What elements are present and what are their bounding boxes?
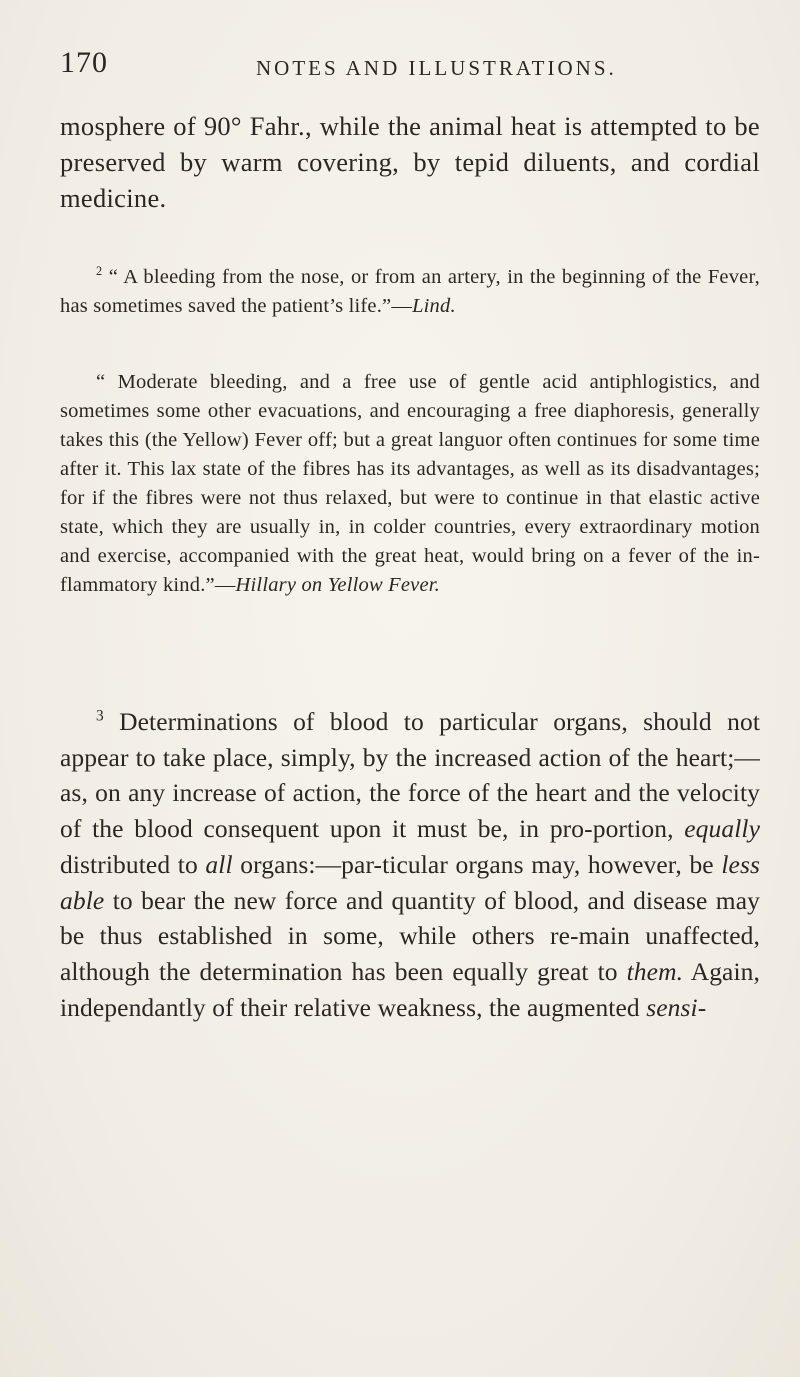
note3-text-3: organs:—par-ticular organs may, however, be <box>232 849 722 879</box>
note3-text-4: to bear the new force and quantity of blood, and disease may be thus established in some, while others re-main unaffected, although the determination has been equally great to <box>60 885 760 986</box>
footnote-marker-2: 2 <box>96 264 103 279</box>
lind-quote: “ A bleeding from the nose, or from an artery, in the beginning of the Fever, has sometimes saved the patient’s life.”— <box>60 266 760 317</box>
note3-text-5: Again, independantly of their relative weakness, the augmented <box>60 956 760 1022</box>
footnote-2-hillary <box>60 368 760 600</box>
running-head: NOTES AND ILLUSTRATIONS. <box>256 56 617 80</box>
hillary-quote: “ Moderate bleeding, and a free use of gentle acid antiphlogistics, and sometimes some other evacuations, and encouraging a free diaphoresis, generally takes this (the Yellow) Fever off; but a great languor often continues for some time after it. This lax state of the fibres has its advantages, as well as its disadvantages; for if the fibres were not thus relaxed, but were to continue in that elastic active state, which they are usually in, in colder countries, every extraordinary motion and exercise, accompanied with the great heat, would bring on a fever of the in-flammatory kind.”— <box>60 371 760 596</box>
page-header <box>60 46 740 90</box>
note3-text-1: Determinations of blood to particular organs, should not appear to take place, simply, by the increased action of the heart;—as, on any increase of action, the force of the heart and the velocity of the blood consequent upon it must be, in pro-portion, <box>60 707 760 844</box>
note3-emphasis-less-able: less able <box>60 849 760 915</box>
note3-emphasis-all: all <box>205 849 233 879</box>
note3-text-2: distributed to <box>60 849 206 879</box>
continuation-text: mosphere of 90° Fahr., while the animal heat is attempted to be preserved by warm covering, by tepid diluents, and cordial medicine. <box>60 111 760 213</box>
hillary-source: Hillary on Yellow Fever. <box>235 574 441 596</box>
lind-source: Lind. <box>412 295 456 317</box>
note3-emphasis-equally: equally <box>684 814 760 844</box>
page-number: 170 <box>60 46 108 79</box>
footnote-marker-3: 3 <box>96 707 104 725</box>
footnote-3 <box>60 704 760 1025</box>
note3-emphasis-them: them. <box>626 956 684 986</box>
continuation-paragraph <box>60 108 760 216</box>
note3-emphasis-sensi: sensi- <box>646 992 707 1022</box>
footnote-2-lind <box>60 263 760 321</box>
